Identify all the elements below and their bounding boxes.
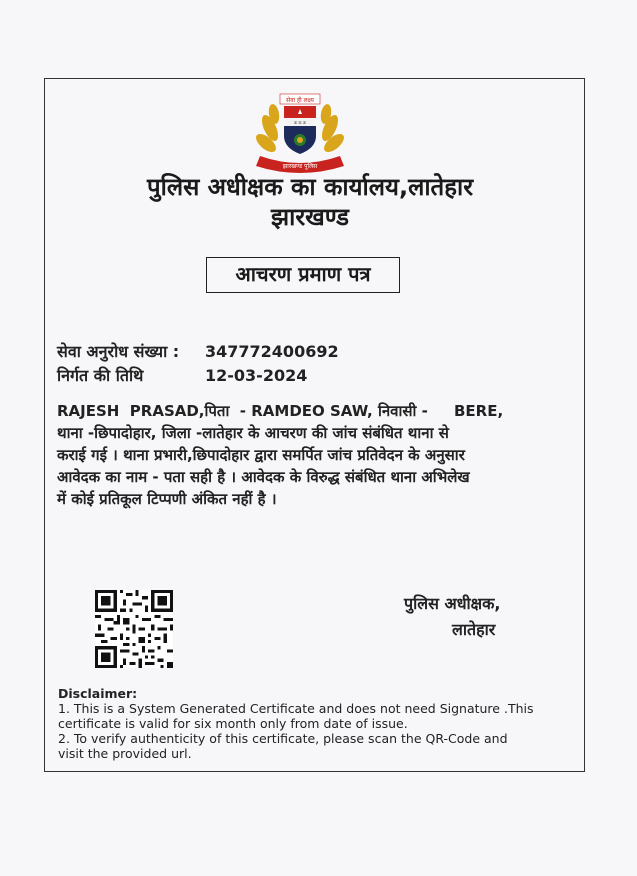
svg-text:सेवा ही लक्ष्य: सेवा ही लक्ष्य bbox=[286, 97, 314, 104]
disclaimer-line: 2. To verify authenticity of this certificate, please scan the QR-Code and bbox=[58, 731, 508, 746]
svg-text:झारखण्ड पुलिस: झारखण्ड पुलिस bbox=[282, 163, 318, 170]
issue-date-row bbox=[57, 366, 307, 386]
certificate-title: आचरण प्रमाण पत्र bbox=[206, 257, 400, 293]
disclaimer-line: 1. This is a System Generated Certificate and does not need Signature .This bbox=[58, 701, 534, 716]
jharkhand-police-emblem-icon bbox=[250, 88, 350, 180]
disclaimer-line: visit the provided url. bbox=[58, 746, 192, 761]
body-line: कराई गई । थाना प्रभारी,छिपादोहार द्वारा समर्पित जांच प्रतिवेदन के अनुसार bbox=[57, 446, 465, 464]
disclaimer-heading: Disclaimer: bbox=[58, 686, 138, 701]
signatory-designation: पुलिस अधीक्षक, bbox=[404, 594, 501, 613]
request-number-value: 347772400692 bbox=[205, 342, 339, 361]
request-number-label: सेवा अनुरोध संख्या : bbox=[57, 342, 180, 361]
body-line: RAJESH PRASAD,पिता - RAMDEO SAW, निवासी - BERE, bbox=[57, 402, 504, 420]
issue-date-value: 12-03-2024 bbox=[205, 366, 308, 385]
body-line: में कोई प्रतिकूल टिप्पणी अंकित नहीं है । bbox=[57, 490, 277, 508]
signatory-place: लातेहार bbox=[452, 620, 496, 639]
body-line: थाना -छिपादोहार, जिला -लातेहार के आचरण की जांच संबंधित थाना से bbox=[57, 424, 449, 442]
issue-date-label: निर्गत की तिथि bbox=[57, 366, 144, 385]
office-state: झारखण्ड bbox=[270, 203, 350, 231]
svg-text:ऊ ऊ ऊ: ऊ ऊ ऊ bbox=[294, 120, 306, 125]
office-name: पुलिस अधीक्षक का कार्यालय,लातेहार bbox=[146, 173, 474, 201]
office-title bbox=[60, 172, 560, 232]
certificate-body bbox=[57, 400, 557, 510]
qr-code-icon bbox=[94, 590, 174, 668]
request-number-row bbox=[57, 342, 339, 362]
disclaimer-line: certificate is valid for six month only from date of issue. bbox=[58, 716, 408, 731]
body-line: आवेदक का नाम - पता सही है । आवेदक के विरुद्ध संबंधित थाना अभिलेख bbox=[57, 468, 470, 486]
disclaimer bbox=[58, 686, 558, 761]
